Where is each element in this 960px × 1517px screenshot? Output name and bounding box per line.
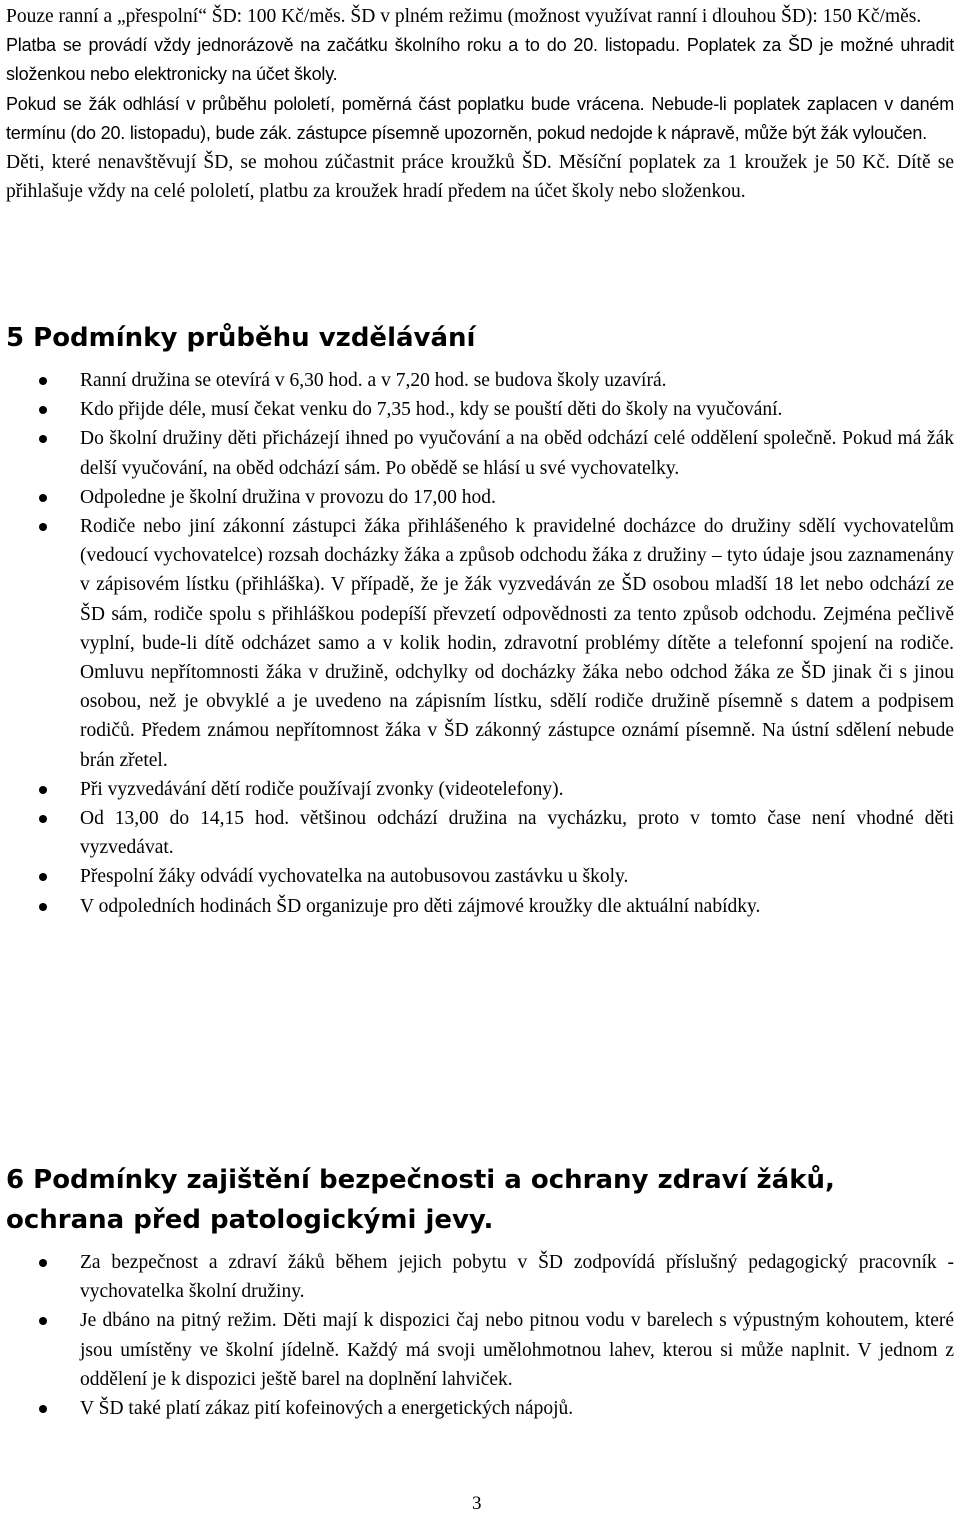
intro-paragraph-clubs: Děti, které nenavštěvují ŠD, se mohou zúčastnit práce kroužků ŠD. Měsíční poplatek za 1 kroužek je 50 Kč. Dítě se přihlašuje vždy na celé pololetí, platbu za kroužek hradí předem na účet školy nebo složenkou. — [6, 152, 954, 203]
list-item: Za bezpečnost a zdraví žáků během jejich pobytu v ŠD zodpovídá příslušný pedagogický pracovník - vychovatelka školní družiny. — [6, 1248, 954, 1306]
bullet-icon — [39, 406, 47, 414]
bullet-icon — [39, 523, 47, 531]
intro-paragraph-fees: Pouze ranní a „přespolní“ ŠD: 100 Kč/měs. ŠD v plném režimu (možnost využívat ranní i dlouhou ŠD): 150 Kč/měs. — [6, 6, 922, 27]
list-item: Ranní družina se otevírá v 6,30 hod. a v 7,20 hod. se budova školy uzavírá. — [6, 366, 954, 395]
bullet-icon — [39, 1405, 47, 1413]
bullet-icon — [39, 786, 47, 794]
bullet-icon — [39, 377, 47, 385]
list-item: Je dbáno na pitný režim. Děti mají k dispozici čaj nebo pitnou vodu v barelech s výpustným kohoutem, které jsou umístěny ve školní jídelně. Každý má svoji umělohmotnou lahev, kterou si může naplnit. V jednom z oddělení je k dispozici ještě barel na doplnění lahviček. — [6, 1306, 954, 1394]
bullet-icon — [39, 1317, 47, 1325]
bullet-icon — [39, 435, 47, 443]
list-item: Odpoledne je školní družina v provozu do 17,00 hod. — [6, 483, 954, 512]
list-item: Při vyzvedávání dětí rodiče používají zvonky (videotelefony). — [6, 775, 954, 804]
page-number: 3 — [472, 1493, 482, 1514]
intro-paragraph-payment: Platba se provádí vždy jednorázově na začátku školního roku a to do 20. listopadu. Poplatek za ŠD je možné uhradit složenkou nebo elektronicky na účet školy. — [6, 35, 954, 85]
intro-text — [6, 2, 954, 206]
list-item: Do školní družiny děti přicházejí ihned po vyučování a na oběd odchází celé oddělení společně. Pokud má žák delší vyučování, na oběd odchází sám. Po obědě se hlásí u své vychovatelky. — [6, 424, 954, 482]
list-item: Kdo přijde déle, musí čekat venku do 7,35 hod., kdy se pouští děti do školy na vyučování. — [6, 395, 954, 424]
list-item: Přespolní žáky odvádí vychovatelka na autobusovou zastávku u školy. — [6, 862, 954, 891]
section-5-heading: 5 Podmínky průběhu vzdělávání — [6, 323, 476, 353]
bullet-icon — [39, 494, 47, 502]
document-page — [6, 0, 954, 1517]
intro-paragraph-refund: Pokud se žák odhlásí v průběhu pololetí, poměrná část poplatku bude vrácena. Nebude-li poplatek zaplacen v daném termínu (do 20. listopadu), bude zák. zástupce písemně upozorněn, pokud nedojde k nápravě, může být žák vyloučen. — [6, 93, 954, 143]
list-item: V odpoledních hodinách ŠD organizuje pro děti zájmové kroužky dle aktuální nabídky. — [6, 892, 954, 921]
list-item: V ŠD také platí zákaz pití kofeinových a energetických nápojů. — [6, 1394, 954, 1423]
section-6-list — [6, 1248, 954, 1423]
list-item: Od 13,00 do 14,15 hod. většinou odchází družina na vycházku, proto v tomto čase není vhodné děti vyzvedávat. — [6, 804, 954, 862]
section-6-heading: 6 Podmínky zajištění bezpečnosti a ochrany zdraví žáků, ochrana před patologickými jevy. — [6, 1165, 835, 1235]
bullet-icon — [39, 815, 47, 823]
bullet-icon — [39, 1259, 47, 1267]
bullet-icon — [39, 873, 47, 881]
section-5-list — [6, 366, 954, 921]
bullet-icon — [39, 903, 47, 911]
list-item: Rodiče nebo jiní zákonní zástupci žáka přihlášeného k pravidelné docházce do družiny sdělí vychovatelům (vedoucí vychovatelce) rozsah docházky žáka a způsob odchodu žáka z družiny – tyto údaje jsou zaznamenány v zápisovém lístku (přihláška). V případě, že je žák vyzvedáván ze ŠD osobou mladší 18 let nebo odchází ze ŠD sám, rodiče spolu s přihláškou podepíší převzetí odpovědnosti za tento způsob odchodu. Zejména pečlivě vyplní, bude-li dítě odcházet samo a v kolik hodin, zdravotní problémy dítěte a telefonní spojení na rodiče. Omluvu nepřítomnosti žáka v družině, odchylky od docházky žáka nebo odchod žáka ze ŠD jinak či s jinou osobou, než je obvyklé a je uvedeno na zápisním lístku, sdělí rodiče družině písemně s datem a podpisem rodičů. Předem známou nepřítomnost žáka v ŠD zákonný zástupce oznámí písemně. Na ústní sdělení nebude brán zřetel. — [6, 512, 954, 775]
